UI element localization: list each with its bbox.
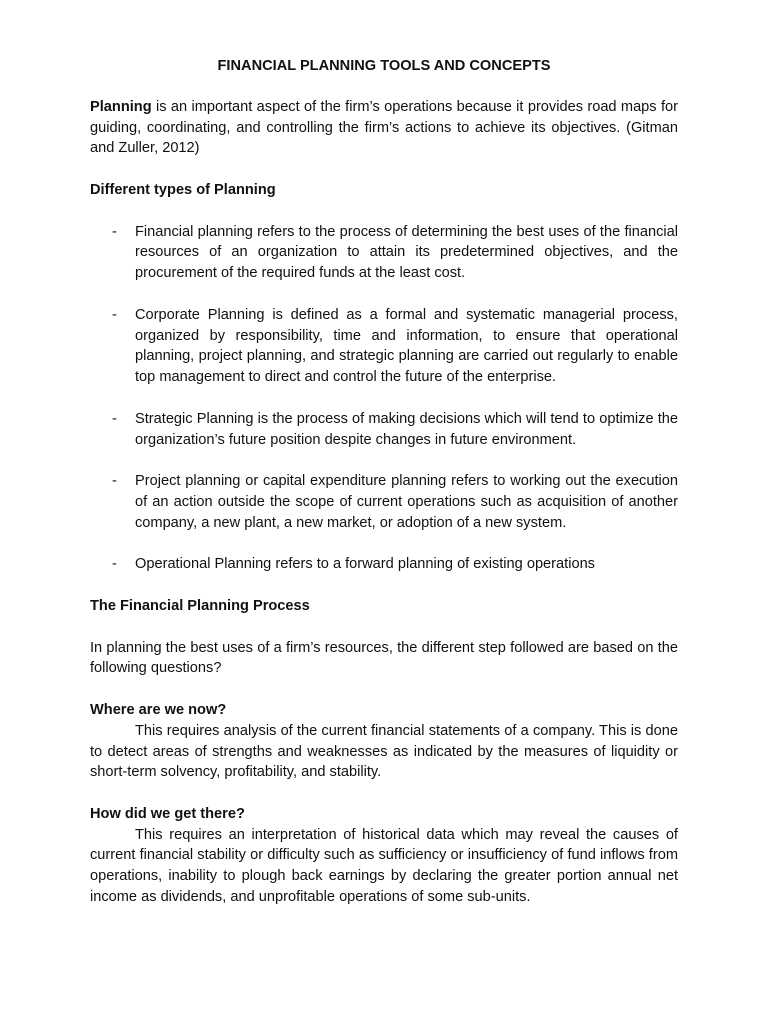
- intro-paragraph: [90, 97, 678, 159]
- intro-text: is an important aspect of the firm’s operations because it provides road maps for guiding, coordinating, and controlling the firm’s actions to achieve its objectives. (Gitman and Zuller, 2012): [90, 98, 678, 157]
- list-item: [90, 554, 678, 575]
- intro-term: Planning: [90, 98, 152, 115]
- list-item-text: Financial planning refers to the process of determining the best uses of the financial resources of an organization to attain its predetermined objectives, and the procurement of the required funds at the least cost.: [135, 223, 678, 282]
- process-intro: In planning the best uses of a firm’s resources, the different step followed are based on the following questions?: [90, 639, 678, 677]
- list-item: [90, 222, 678, 284]
- planning-types-list: [90, 222, 678, 576]
- list-item-text: Project planning or capital expenditure planning refers to working out the execution of an action outside the scope of current operations such as acquisition of another company, a new plant, a new market, or adoption of a new system.: [135, 473, 678, 531]
- list-item: [90, 409, 678, 451]
- question-heading: How did we get there?: [90, 805, 245, 822]
- list-item-text: Operational Planning refers to a forward planning of existing operations: [135, 556, 595, 573]
- list-item-text: Corporate Planning is defined as a formal and systematic managerial process, organized by responsibility, time and information, to ensure that operational planning, project planning, and strategic planning are carried out regularly to enable top management to direct and control the future of the enterprise.: [135, 306, 678, 386]
- question-heading: Where are we now?: [90, 701, 227, 718]
- list-item: [90, 305, 678, 388]
- process-heading: The Financial Planning Process: [90, 597, 310, 614]
- list-dash: -: [112, 556, 117, 573]
- question-answer: This requires an interpretation of historical data which may reveal the causes of current financial stability or difficulty such as sufficiency or insufficiency of fund inflows from operations, inability to plough back earnings by declaring the greater portion annual net income as dividends, and unprofitable operations of some sub-units.: [90, 826, 678, 906]
- question-answer: This requires analysis of the current financial statements of a company. This is done to detect areas of strengths and weaknesses as indicated by the measures of liquidity or short-term solvency, profitability, and stability.: [90, 722, 678, 781]
- list-dash: -: [112, 473, 117, 490]
- list-item-text: Strategic Planning is the process of making decisions which will tend to optimize the organization’s future position despite changes in future environment.: [135, 410, 678, 448]
- types-heading: Different types of Planning: [90, 181, 276, 198]
- list-dash: -: [112, 410, 117, 427]
- document-page: [90, 56, 678, 929]
- list-item: [90, 471, 678, 533]
- list-dash: -: [112, 306, 117, 323]
- page-title: FINANCIAL PLANNING TOOLS AND CONCEPTS: [217, 58, 551, 74]
- list-dash: -: [112, 223, 117, 240]
